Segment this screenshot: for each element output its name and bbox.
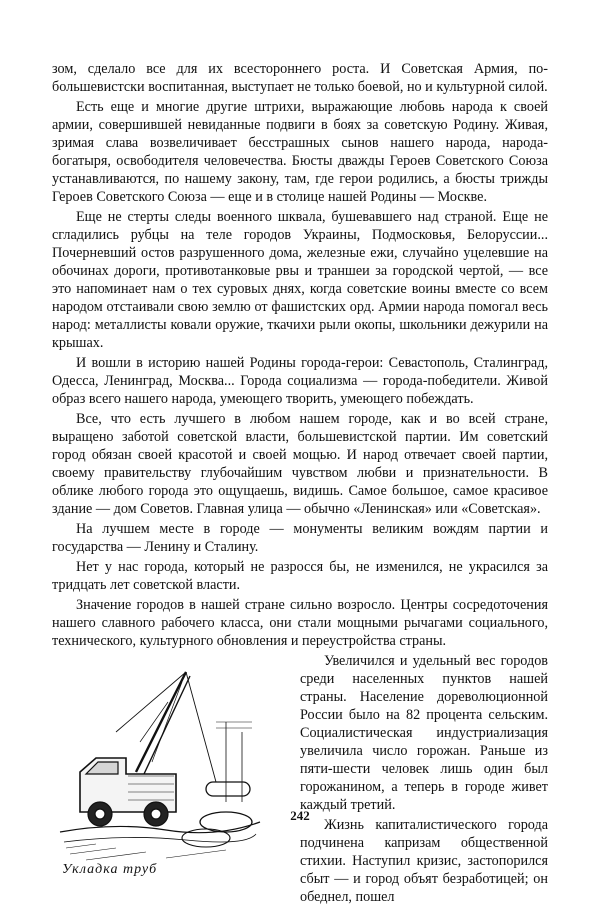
- figure-section: [52, 650, 548, 905]
- paragraph: На лучшем месте в городе — монументы великим вождям партии и государства — Ленину и Сталину.: [52, 521, 548, 555]
- paragraph: Жизнь капиталистического города подчинена капризам общественной стихии. Наступил кризис, застопорился сбыт — и город объят безработицей; он обеднел, пошел: [300, 817, 548, 905]
- paragraph: Увеличился и удельный вес городов среди населенных пунктов нашей страны. Население дореволюционной России было на 82 процента сельским. Социалистическая индустриализация увеличила число горожан. Раньше из пяти-шести человек лишь один был горожанином, а теперь в городе живет каждый третий.: [300, 653, 548, 813]
- page-number: 242: [290, 808, 310, 823]
- paragraph: Есть еще и многие другие штрихи, выражающие любовь народа к своей армии, совершившей невиданные подвиги в боях за советскую Родину. Живая, зримая слава возвеличивает бесстрашных сынов нашего народа, народа-богатыря, освободителя человечества. Бюсты дважды Героев Советского Союза устанавливаются, по нашему закону, там, где герои родились, а бюсты трижды Героев Советского Союза — еще и в столице нашей Родины — Москве.: [52, 99, 548, 205]
- pipe-laying-illustration: [56, 662, 264, 894]
- paragraph: Все, что есть лучшего в любом нашем городе, как и во всей стране, выращено заботой советской власти, большевистской партии. Им советский город обязан своей красотой и своей мощью. И народ отвечает своей партии, своему правительству глубочайшим чувством любви и признательности. В облике любого города это ощущаешь, видишь. Самое большое, самое красивое здание — дом Советов. Главная улица — обычно «Ленинская» или «Советская».: [52, 411, 548, 517]
- paragraph: Еще не стерты следы военного шквала, бушевавшего над страной. Еще не сгладились рубцы на теле городов Украины, Подмосковья, Белоруссии... Почерневший остов разрушенного дома, железные ежи, случайно уцелевшие на обочинах дороги, противотанковые рвы и траншеи за городской чертой, — все это напоминает нам о тех суровых днях, когда советские воины вместе со всем народом отстаивали свою землю от фашистских орд. Армии народа помогал весь народ: металлисты ковали оружие, ткачихи рыли окопы, школьники дежурили на крышах.: [52, 209, 548, 351]
- paragraph: Нет у нас города, который не разросся бы, не изменился, не украсился за тридцать лет советской власти.: [52, 559, 548, 593]
- crane-truck-sketch: [56, 662, 264, 872]
- paragraph: зом, сделало все для их всестороннего роста. И Советская Армия, по-большевистски воспитанная, выступает не только боевой, но и культурной силой.: [52, 61, 548, 95]
- paragraph: Значение городов в нашей стране сильно возросло. Центры сосредоточения нашего славного рабочего класса, они стали мощными рычагами социального, технического, культурного обновления и переустройства страны.: [52, 597, 548, 649]
- page-body: [52, 60, 548, 905]
- side-column: [300, 652, 548, 908]
- figure-caption: Укладка труб: [62, 862, 158, 877]
- paragraph: И вошли в историю нашей Родины города-герои: Севастополь, Сталинград, Одесса, Ленинград, Москва... Города социализма — города-победители. Живой образ всего нашего народа, умеющего творить, умеющего побеждать.: [52, 355, 548, 407]
